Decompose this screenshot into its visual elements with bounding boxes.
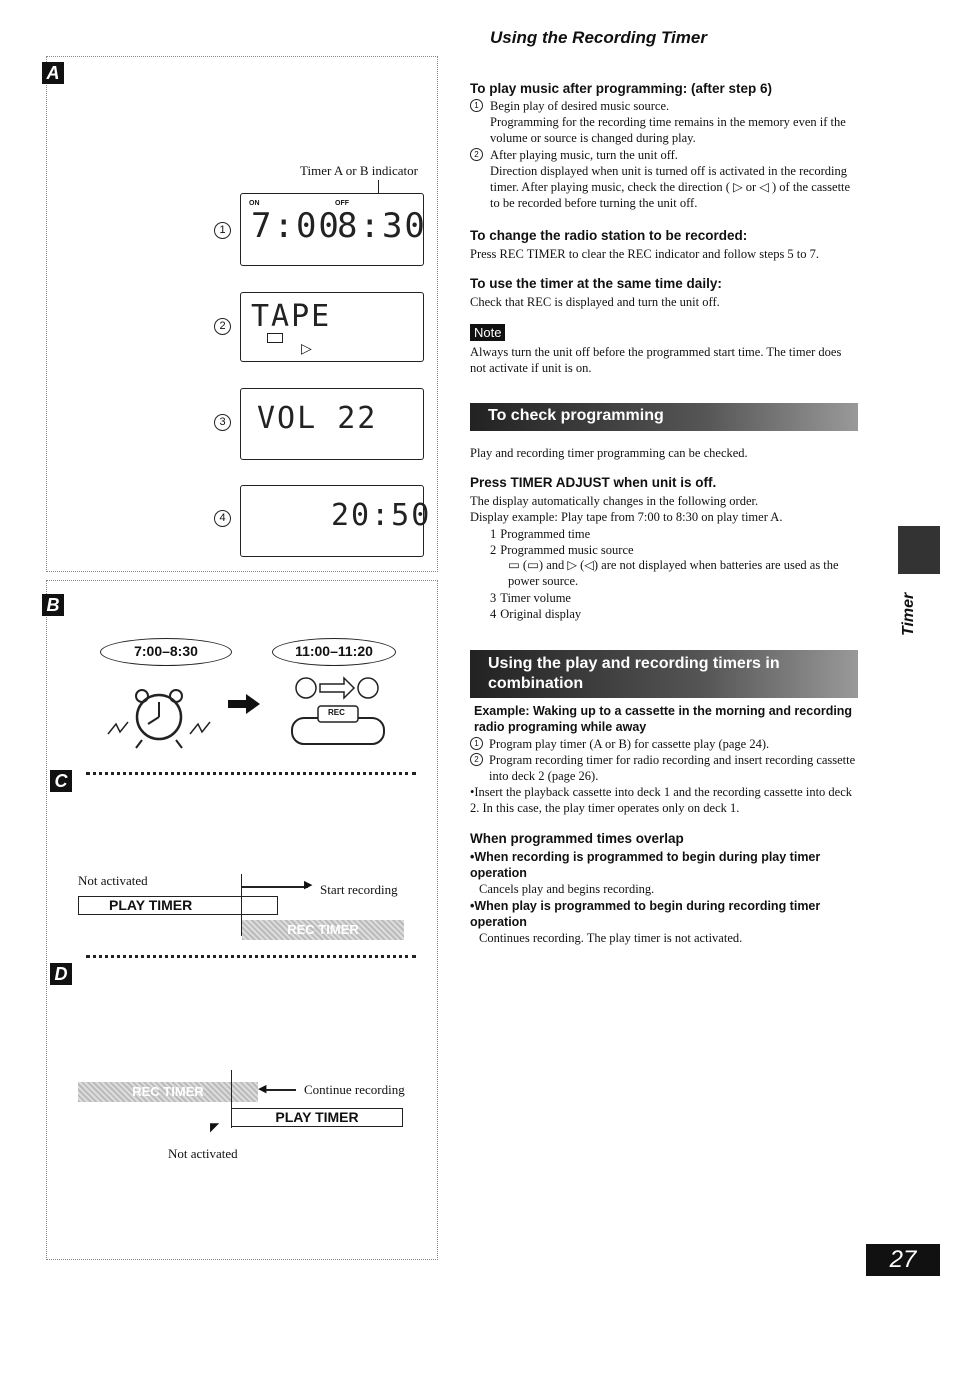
lcd-display-3 (240, 388, 424, 460)
change-radio-heading: To change the radio station to be recorded: (470, 228, 748, 243)
press-item-note: ▭ (▭) and ▷ (◁) are not displayed when batteries are used as the power source. (508, 558, 839, 588)
step-1-marker: 1 (214, 222, 231, 239)
c-arrow-head: ▶ (304, 879, 313, 891)
c-play-timer-box: PLAY TIMER (78, 896, 278, 915)
d-pointer-arrow-icon: ◤ (210, 1120, 220, 1134)
section-b-label: B (42, 594, 64, 616)
alarm-clock-icon (104, 672, 214, 752)
divider-b-c (86, 772, 416, 775)
press-item-1-text: Programmed time (500, 527, 591, 541)
time-bubble-right: 11:00–11:20 (272, 638, 396, 666)
tape-deck-icon (267, 333, 283, 343)
overlap-2-text: Continues recording. The play timer is not activated. (479, 931, 743, 945)
press-item-4 (490, 605, 860, 623)
c-rec-timer-bar: REC TIMER (242, 920, 404, 940)
play-after-step-1: 1 (470, 99, 483, 112)
overlap-2-heading: •When play is programmed to begin during recording timer operation (470, 899, 821, 929)
lcd-clock-text: 20:50 (331, 498, 432, 533)
lcd-off-label: OFF (335, 200, 349, 207)
same-time-text: Check that REC is displayed and turn the unit off. (470, 295, 720, 309)
press-item-3-text: Timer volume (500, 591, 571, 605)
d-rec-timer-bar: REC TIMER (78, 1082, 258, 1102)
play-direction-icon: ▷ (301, 342, 312, 357)
lcd-tape-text: TAPE (251, 299, 332, 334)
change-radio-text: Press REC TIMER to clear the REC indicator and follow steps 5 to 7. (470, 247, 820, 261)
d-play-timer-box: PLAY TIMER (231, 1108, 403, 1127)
press-item-4-num: 4 (490, 607, 497, 621)
overlap-1-text: Cancels play and begins recording. (479, 882, 655, 896)
lcd-display-4 (240, 485, 432, 557)
check-intro: Play and recording timer programming can be checked. (470, 446, 748, 460)
lcd-display-1 (240, 193, 427, 266)
same-time-heading: To use the timer at the same time daily: (470, 276, 722, 291)
overlap-heading: When programmed times overlap (470, 831, 684, 846)
lcd-time-on: 7:00 (251, 206, 341, 246)
combo-1: Program play timer (A or B) for cassette play (page 24). (489, 737, 770, 751)
section-d-label: D (50, 963, 72, 985)
play-after-1b: Programming for the recording time remains in the memory even if the volume or source is changed during play. (490, 115, 846, 145)
d-continue-recording: Continue recording (304, 1082, 405, 1097)
play-after-1: Begin play of desired music source. (490, 99, 670, 113)
press-item-3-num: 3 (490, 591, 497, 605)
press-item-1-num: 1 (490, 527, 497, 541)
side-tab-marker (898, 526, 940, 574)
press-item-2-text: Programmed music source (500, 543, 634, 557)
note-badge: Note (470, 324, 505, 341)
time-bubble-left: 7:00–8:30 (100, 638, 232, 666)
step-4-marker: 4 (214, 510, 231, 527)
lcd-time-off: 8:30 (337, 206, 427, 246)
combo-2: Program recording timer for radio recording and insert recording cassette into deck 2 (page 26). (489, 753, 856, 783)
lcd-on-label: ON (249, 200, 260, 207)
arrow-right-icon (228, 694, 260, 714)
press-item-2-num: 2 (490, 543, 497, 557)
play-after-2: After playing music, turn the unit off. (490, 148, 678, 162)
lcd-vol-text: VOL 22 (257, 401, 378, 436)
overlap-1-heading: •When recording is programmed to begin during play timer operation (470, 850, 821, 880)
combo-banner (470, 650, 858, 698)
lcd-display-2 (240, 292, 424, 362)
d-arrow-line (266, 1089, 296, 1091)
combo-banner-line-1: Using the play and recording timers in (488, 655, 780, 672)
page-title: Using the Recording Timer (490, 28, 707, 47)
play-after-heading: To play music after programming: (after step 6) (470, 81, 773, 96)
play-after-step-2: 2 (470, 148, 483, 161)
c-arrow-line (242, 886, 308, 888)
check-programming-banner: To check programming (470, 403, 858, 431)
timer-indicator-label: Timer A or B indicator (300, 163, 418, 178)
combo-step-1: 1 (470, 737, 483, 750)
divider-c-d (86, 955, 416, 958)
press-text-1: The display automatically changes in the following order. (470, 494, 759, 508)
step-3-marker: 3 (214, 414, 231, 431)
d-not-activated: Not activated (168, 1146, 238, 1161)
page-number: 27 (866, 1244, 940, 1276)
combo-step-2: 2 (470, 753, 483, 766)
example-text: Example: Waking up to a cassette in the morning and recording radio programing while away (474, 704, 853, 734)
press-timer-heading: Press TIMER ADJUST when unit is off. (470, 475, 717, 490)
section-a-label: A (42, 62, 64, 84)
note-text: Always turn the unit off before the programmed start time. The timer does not activate if unit is on. (470, 345, 842, 375)
press-item-4-text: Original display (500, 607, 582, 621)
c-start-recording: Start recording (320, 882, 398, 897)
press-text-2: Display example: Play tape from 7:00 to 8:30 on play timer A. (470, 510, 783, 524)
combo-banner-line-2: combination (488, 675, 584, 692)
d-arrow-head: ◀ (258, 1083, 267, 1095)
step-2-marker: 2 (214, 318, 231, 335)
rec-badge: REC (328, 708, 345, 717)
c-not-activated: Not activated (78, 873, 148, 888)
combo-bullet: •Insert the playback cassette into deck 1 and the recording cassette into deck 2. In this case, the play timer operates only on deck 1. (470, 785, 853, 815)
side-tab-label: Timer (900, 592, 917, 636)
section-c-label: C (50, 770, 72, 792)
play-after-2b: Direction displayed when unit is turned off is activated in the recording timer. After playing music, check the direction ( ▷ or ◁ ) of the cassette to be recorded before turning the unit off. (490, 164, 851, 210)
